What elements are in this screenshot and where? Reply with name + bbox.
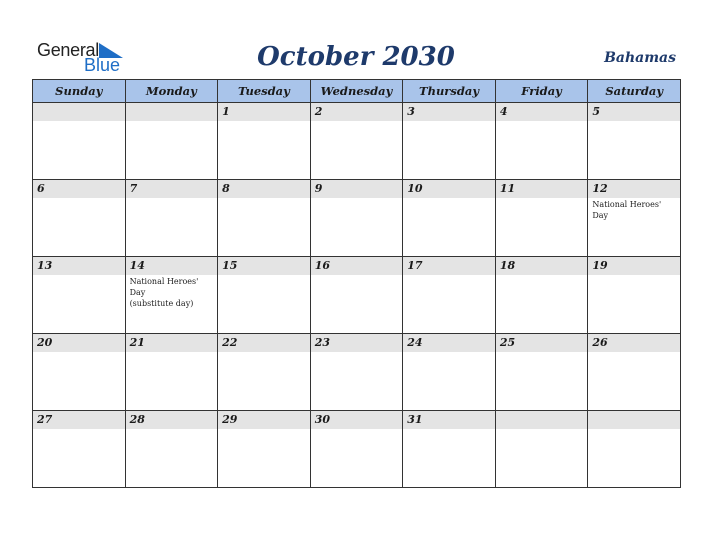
day-number: 22 [218, 334, 310, 352]
day-number: 6 [33, 180, 125, 198]
weekday-sunday: Sunday [33, 80, 126, 103]
day-number [126, 103, 218, 121]
weekday-tuesday: Tuesday [218, 80, 311, 103]
day-cell [495, 411, 588, 488]
day-number: 31 [403, 411, 495, 429]
weekday-saturday: Saturday [588, 80, 681, 103]
week-row [33, 103, 681, 180]
day-cell [403, 411, 496, 488]
day-cell [33, 334, 126, 411]
calendar-title: October 2030 [257, 42, 455, 72]
day-cell [310, 180, 403, 257]
weekday-friday: Friday [495, 80, 588, 103]
day-number: 24 [403, 334, 495, 352]
week-row [33, 180, 681, 257]
day-cell [310, 411, 403, 488]
day-number: 19 [588, 257, 680, 275]
day-number: 4 [496, 103, 588, 121]
day-cell [33, 180, 126, 257]
week-row [33, 257, 681, 334]
day-cell [125, 103, 218, 180]
day-cell [33, 103, 126, 180]
day-cell [310, 334, 403, 411]
day-number: 26 [588, 334, 680, 352]
day-cell [588, 411, 681, 488]
day-cell [495, 257, 588, 334]
day-cell [403, 180, 496, 257]
day-number: 29 [218, 411, 310, 429]
day-cell [588, 103, 681, 180]
day-number: 11 [496, 180, 588, 198]
day-cell [495, 103, 588, 180]
day-cell [588, 257, 681, 334]
day-cell [403, 103, 496, 180]
country-name: Bahamas [604, 50, 676, 66]
day-number: 5 [588, 103, 680, 121]
weekday-monday: Monday [125, 80, 218, 103]
day-number: 8 [218, 180, 310, 198]
day-cell [588, 180, 681, 257]
day-cell [218, 411, 311, 488]
day-number: 30 [311, 411, 403, 429]
day-number [496, 411, 588, 429]
day-number: 14 [126, 257, 218, 275]
day-number: 1 [218, 103, 310, 121]
day-number: 18 [496, 257, 588, 275]
day-number: 16 [311, 257, 403, 275]
day-number: 23 [311, 334, 403, 352]
day-number [588, 411, 680, 429]
day-cell [403, 334, 496, 411]
day-number: 12 [588, 180, 680, 198]
day-number: 17 [403, 257, 495, 275]
holiday-label: National Heroes' Day [592, 200, 662, 220]
day-number: 15 [218, 257, 310, 275]
weekday-thursday: Thursday [403, 80, 496, 103]
weekday-wednesday: Wednesday [310, 80, 403, 103]
logo-blue-text: Blue [84, 55, 121, 75]
day-cell [495, 180, 588, 257]
day-cell [218, 180, 311, 257]
day-number [33, 103, 125, 121]
day-cell [310, 103, 403, 180]
day-cell [218, 334, 311, 411]
day-cell [33, 411, 126, 488]
day-cell [33, 257, 126, 334]
day-cell [218, 257, 311, 334]
day-number: 3 [403, 103, 495, 121]
day-cell [125, 180, 218, 257]
calendar-grid [32, 79, 681, 488]
day-number: 27 [33, 411, 125, 429]
day-number: 9 [311, 180, 403, 198]
day-number: 7 [126, 180, 218, 198]
day-cell [218, 103, 311, 180]
day-cell [495, 334, 588, 411]
day-cell [588, 334, 681, 411]
day-number: 10 [403, 180, 495, 198]
week-row [33, 334, 681, 411]
weekday-header-row [33, 80, 681, 103]
holiday-label: National Heroes' Day (substitute day) [129, 277, 199, 308]
day-cell [310, 257, 403, 334]
logo-general-text: General [37, 40, 99, 60]
day-cell [125, 411, 218, 488]
day-number: 13 [33, 257, 125, 275]
day-number: 21 [126, 334, 218, 352]
day-number: 28 [126, 411, 218, 429]
week-row [33, 411, 681, 488]
day-cell [125, 257, 218, 334]
day-cell [403, 257, 496, 334]
day-number: 25 [496, 334, 588, 352]
day-number: 20 [33, 334, 125, 352]
day-cell [125, 334, 218, 411]
day-number: 2 [311, 103, 403, 121]
